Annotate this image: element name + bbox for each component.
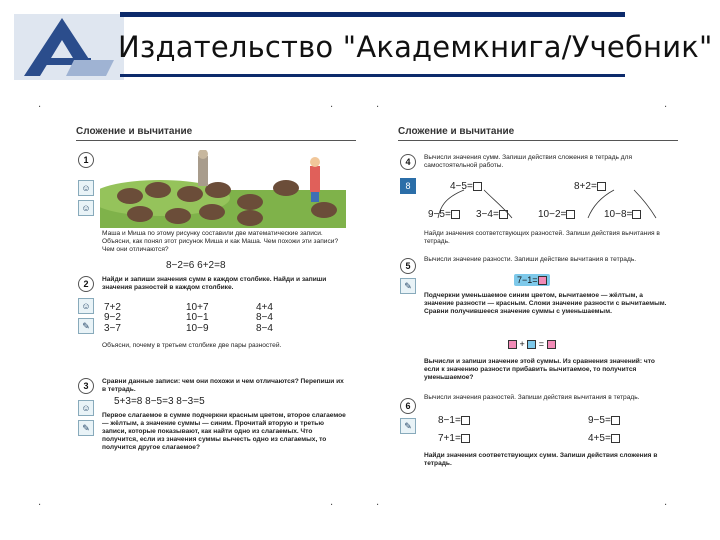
task-2-text: Найди и запиши значения сумм в каждом столбике. Найди и запиши значения разностей в каждом столбике. <box>102 276 327 291</box>
task-6-note: Найди значения соответствующих сумм. Запиши действия сложения в тетрадь. <box>424 452 658 467</box>
task-2-note: Объясни, почему в третьем столбике две пары разностей. <box>102 342 282 349</box>
crop-mark: · <box>330 102 334 113</box>
table-cell: 8−4 <box>256 322 273 334</box>
expression: 4−5= <box>450 182 482 192</box>
page-title: Издательство "Академкнига/Учебник" <box>118 30 713 64</box>
task-5-instructions: Подчеркни уменьшаемое синим цветом, вычитаемое — жёлтым, а значение разности — красным. Сложи значение разности с вычитаемым. Сравни получившееся значение суммы с уменьшаемым. <box>424 292 667 315</box>
slide-header <box>0 0 720 82</box>
table-cell: 8−4 <box>256 312 273 324</box>
table-cell: 9−2 <box>104 312 121 324</box>
header-bottom-rule <box>120 74 625 77</box>
publisher-logo <box>14 14 124 80</box>
task-3-note: Первое слагаемое в сумме подчеркни красным цветом, второе слагаемое — жёлтым, а значение суммы — синим. Прочитай вторую и третью записи, которые показывают, как найти одно из слагаемых. Что получится, если из значения суммы вычесть одно из слагаемых, то получится другое слагаемое? <box>102 412 346 451</box>
expression: 3−4= <box>476 210 508 220</box>
task-4-note: Найди значения соответствующих разностей. Запиши действия вычитания в тетрадь. <box>424 230 660 245</box>
task-3-equations: 5+3=8 8−5=3 8−3=5 <box>114 396 205 407</box>
pencil-icon: ✎ <box>78 420 94 436</box>
crop-mark: · <box>330 500 334 511</box>
task-1-text: Маша и Миша по этому рисунку составили две математические записи. Объясни, как понял этот рисунок Миша и как Маша. Чем похожи эти записи? Чем они отличаются? <box>102 230 339 253</box>
pair-work-icon: ☺ <box>78 180 94 196</box>
crop-mark: · <box>376 500 380 511</box>
table-cell: 10+7 <box>186 302 209 313</box>
sheep-illustration <box>100 150 346 228</box>
task-number: 6 <box>400 398 416 414</box>
table-cell: 7+2 <box>104 302 121 313</box>
textbook-page-left <box>76 128 356 488</box>
expression: 8−1= <box>438 416 470 426</box>
task-number: 5 <box>400 258 416 274</box>
discussion-icon: ☺ <box>78 200 94 216</box>
table-cell: 10−9 <box>186 322 209 334</box>
crop-mark: · <box>38 500 42 511</box>
expression: 4+5= <box>588 434 620 444</box>
expression: 9−5= <box>588 416 620 426</box>
task-number: 3 <box>78 378 94 394</box>
expressions-table <box>104 304 326 333</box>
pair-work-icon: ☺ <box>78 298 94 314</box>
task-number: 1 <box>78 152 94 168</box>
page-heading: Сложение и вычитание <box>398 126 515 137</box>
badge: 8 <box>400 178 416 194</box>
task-6-text: Вычисли значения разностей. Запиши действия вычитания в тетрадь. <box>424 394 640 401</box>
pencil-icon: ✎ <box>78 318 94 334</box>
pencil-icon: ✎ <box>400 418 416 434</box>
expression: 10−8= <box>604 210 641 220</box>
expression: 7+1= <box>438 434 470 444</box>
table-cell: 4+4 <box>256 302 273 313</box>
task-number: 2 <box>78 276 94 292</box>
task-number: 4 <box>400 154 416 170</box>
task-5-question: Вычисли и запиши значение этой суммы. Из сравнения значений: что если к значению разности прибавить вычитаемое, то получится уменьшаемое? <box>424 358 655 381</box>
task-4-text: Вычисли значения сумм. Запиши действия сложения в тетрадь для самостоятельной работы. <box>424 154 633 169</box>
crop-mark: · <box>664 102 668 113</box>
task-3-text: Сравни данные записи: чем они похожи и чем отличаются? Перепиши их в тетрадь. <box>102 378 344 393</box>
pencil-icon: ✎ <box>400 278 416 294</box>
crop-mark: · <box>38 102 42 113</box>
color-boxes: + = <box>508 340 556 349</box>
heading-rule <box>76 140 356 141</box>
textbook-page-right <box>398 128 678 488</box>
header-top-rule <box>120 12 625 17</box>
pair-work-icon: ☺ <box>78 400 94 416</box>
table-cell: 3−7 <box>104 322 121 334</box>
crop-mark: · <box>376 102 380 113</box>
expression: 10−2= <box>538 210 575 220</box>
task-1-equations: 8−2=6 6+2=8 <box>166 260 226 271</box>
crop-mark: · <box>664 500 668 511</box>
expression: 8+2= <box>574 182 606 192</box>
task-5-text: Вычисли значение разности. Запиши действие вычитания в тетрадь. <box>424 256 637 263</box>
expression: 9−5= <box>428 210 460 220</box>
table-cell: 10−1 <box>186 312 209 324</box>
task-5-equation: 7−1= <box>514 274 550 286</box>
heading-rule <box>398 140 678 141</box>
page-heading: Сложение и вычитание <box>76 126 193 137</box>
